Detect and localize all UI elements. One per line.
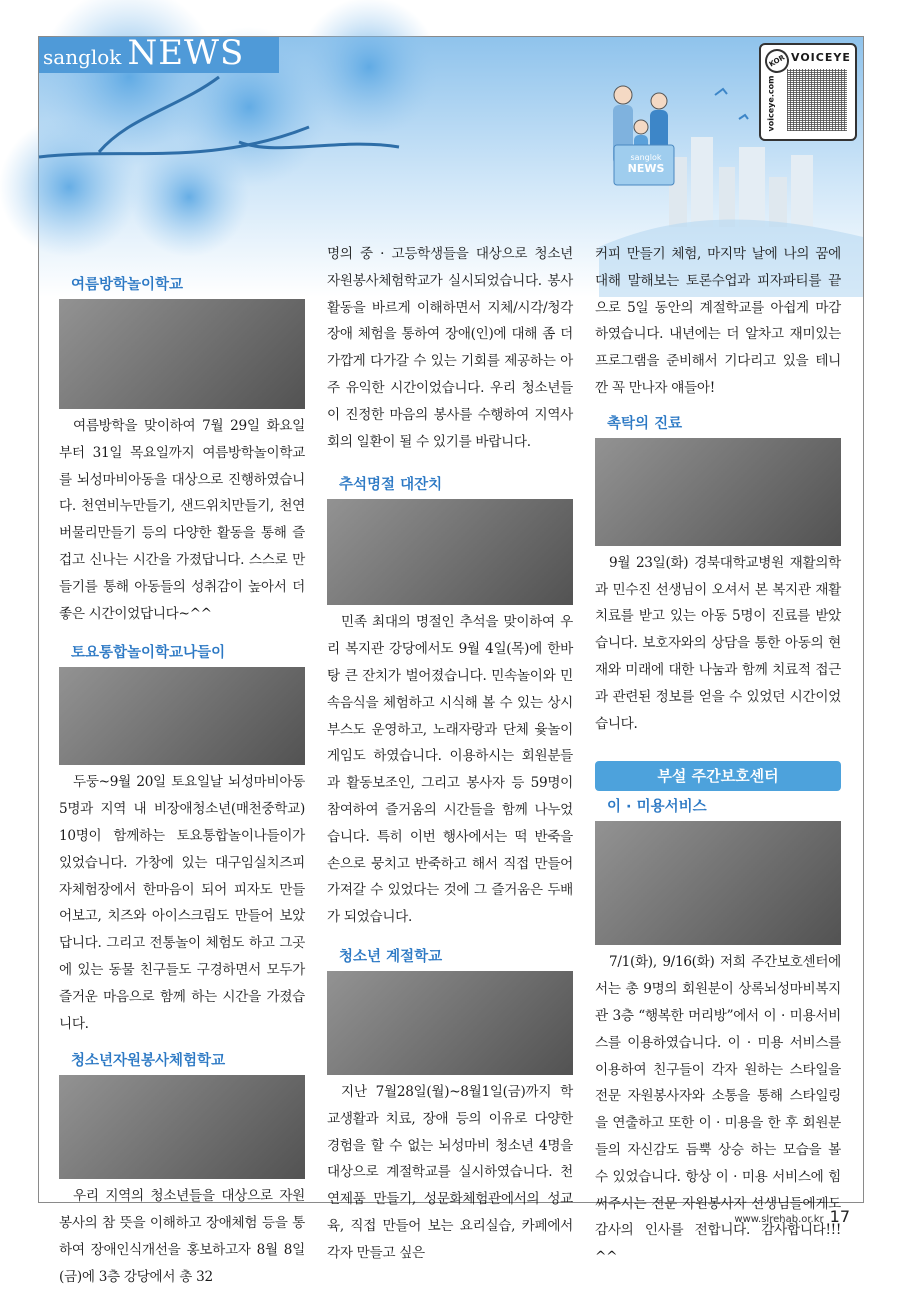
section-title-hair-service: 이 · 미용서비스	[607, 799, 707, 816]
photo-season-school	[327, 971, 573, 1075]
section-title-saturday-outing: 토요통합놀이학교나들이	[71, 645, 226, 662]
photo-chuseok	[327, 499, 573, 605]
column-3	[595, 237, 841, 1271]
page-number: 17	[829, 1207, 850, 1226]
section-body-volunteer-school-cont: 명의 중 · 고등학생들을 대상으로 청소년 자원봉사체험학교가 실시되었습니다. 봉사활동을 바르게 이해하면서 지체/시각/청각 장애 체험을 통하여 장애(인)에 대해 좀 더 가깝게 다가갈 수 있는 기회를 제공하는 아주 유익한 시간이었습니다. 우리 청소년들이 진정한 마음의 봉사를 수행하여 지역사회의 일환이 될 수 있기를 바랍니다.	[327, 246, 573, 450]
section-band-day-care: 부설 주간보호센터	[595, 761, 841, 791]
section-body-season-school-cont: 커피 만들기 체험, 마지막 날에 나의 꿈에 대해 말해보는 토론수업과 피자파티를 끝으로 5일 동안의 계절학교를 아쉽게 마감하였습니다. 내년에는 더 알차고 재미있는 프로그램을 준비해서 기다리고 있을 테니깐 꼭 만나자 얘들아!	[595, 246, 841, 396]
photo-summer-school	[59, 299, 305, 409]
sign-small: sanglok	[630, 153, 662, 162]
section-title-doctor-visit: 촉탁의 진료	[607, 415, 683, 432]
column-1	[59, 267, 305, 1291]
photo-volunteer-school	[59, 1075, 305, 1179]
footer	[734, 1207, 850, 1226]
section-body-summer-school: 여름방학을 맞이하여 7월 29일 화요일부터 31일 목요일까지 여름방학놀이학교를 뇌성마비아동을 대상으로 진행하였습니다. 천연비누만들기, 샌드위치만들기, 천연버물리만들기 등의 다양한 활동을 통해 즐겁고 신나는 시간을 가졌답니다. 스스로 만들기를 통해 아동들의 성취감이 높아서 더 좋은 시간이었답니다~^^	[59, 418, 305, 622]
section-title-volunteer-school: 청소년자원봉사체험학교	[71, 1053, 226, 1070]
voiceeye-badge: KOR	[761, 45, 794, 78]
section-body-chuseok: 민족 최대의 명절인 추석을 맞이하여 우리 복지관 강당에서도 9월 4일(목)에 한바탕 큰 잔치가 벌어졌습니다. 민속놀이와 민속음식을 체험하고 시식해 볼 수 있는 상시 부스도 운영하고, 노래자랑과 단체 윷놀이 게임도 하였습니다. 이용하시는 회원분들과 활동보조인, 그리고 봉사자 등 59명이 참여하여 즐거움의 시간들을 함께 나누었습니다. 특히 이번 행사에서는 떡 반죽을 손으로 뭉치고 반죽하고 해서 직접 만들어 가져갈 수 있었다는 것에 그 즐거움은 두배가 되었습니다.	[327, 614, 573, 926]
section-body-doctor-visit: 9월 23일(화) 경북대학교병원 재활의학과 민수진 선생님이 오셔서 본 복지관 재활치료를 받고 있는 아동 5명이 진료를 받았습니다. 보호자와의 상담을 통한 아동의 현재와 미래에 대한 나눔과 함께 치료적 접근과 관련된 정보를 얻을 수 있었던 시간이었습니다.	[595, 554, 841, 732]
footer-url: www.slrehab.or.kr	[734, 1214, 824, 1225]
voiceeye-code	[759, 43, 857, 141]
brand-small: sanglok	[43, 45, 122, 69]
brand	[43, 33, 245, 73]
voiceeye-barcode	[787, 69, 847, 131]
voiceeye-label: VOICEYE	[791, 51, 851, 64]
section-title-summer-school: 여름방학놀이학교	[71, 277, 184, 293]
photo-doctor-visit	[595, 438, 841, 546]
illustration-sign	[619, 153, 673, 175]
section-body-volunteer-school: 우리 지역의 청소년들을 대상으로 자원봉사의 참 뜻을 이해하고 장애체험 등을 통하여 장애인식개선을 홍보하고자 8월 8일(금)에 3층 강당에서 총 32	[59, 1188, 305, 1285]
column-2	[327, 237, 573, 1267]
brand-big: NEWS	[127, 33, 245, 73]
photo-saturday-outing	[59, 667, 305, 765]
section-title-season-school: 청소년 계절학교	[339, 948, 443, 965]
section-body-saturday-outing: 두둥~9월 20일 토요일날 뇌성마비아동 5명과 지역 내 비장애청소년(매천중학교) 10명이 함께하는 토요통합놀이나들이가 있었습니다. 가창에 있는 대구임실치즈피자체험장에서 한마음이 되어 피자도 만들어보고, 치즈와 아이스크림도 만들어 보았답니다. 그리고 전통놀이 체험도 하고 그곳에 있는 동물 친구들도 구경하면서 모두가 즐거운 마음으로 함께 하는 시간을 가졌습니다.	[59, 774, 305, 1032]
section-title-chuseok: 추석명절 대잔치	[339, 477, 443, 494]
section-body-season-school: 지난 7월28일(월)~8월1일(금)까지 학교생활과 치료, 장애 등의 이유로 다양한 경험을 할 수 없는 뇌성마비 청소년 4명을 대상으로 계절학교를 실시하였습니다. 천연제품 만들기, 성문화체험관에서의 성교육, 직접 만들어 보는 요리실습, 카페에서 각자 만들고 싶은	[327, 1083, 573, 1261]
section-body-hair-service: 7/1(화), 9/16(화) 저희 주간보호센터에서는 총 9명의 회원분이 상록뇌성마비복지관 3층 “행복한 머리방”에서 이 · 미용서비스를 이용하였습니다. 이 · 미용 서비스를 이용하여 친구들이 각자 원하는 스타일을 전문 자원봉사자와 소통을 통해 스타일링을 연출하고 또한 이 · 미용을 한 후 회원분들의 자신감도 듬뿍 상승 하는 모습을 볼 수 있었습니다. 항상 이 · 미용 서비스에 힘써주시는 전문 자원봉사자 선생님들에게도 감사의 인사를 전합니다. 감사합니다!!! ^^	[595, 954, 841, 1266]
photo-hair-service	[595, 821, 841, 945]
sign-big: NEWS	[627, 162, 665, 175]
voiceeye-url: voiceye.com	[766, 75, 776, 132]
